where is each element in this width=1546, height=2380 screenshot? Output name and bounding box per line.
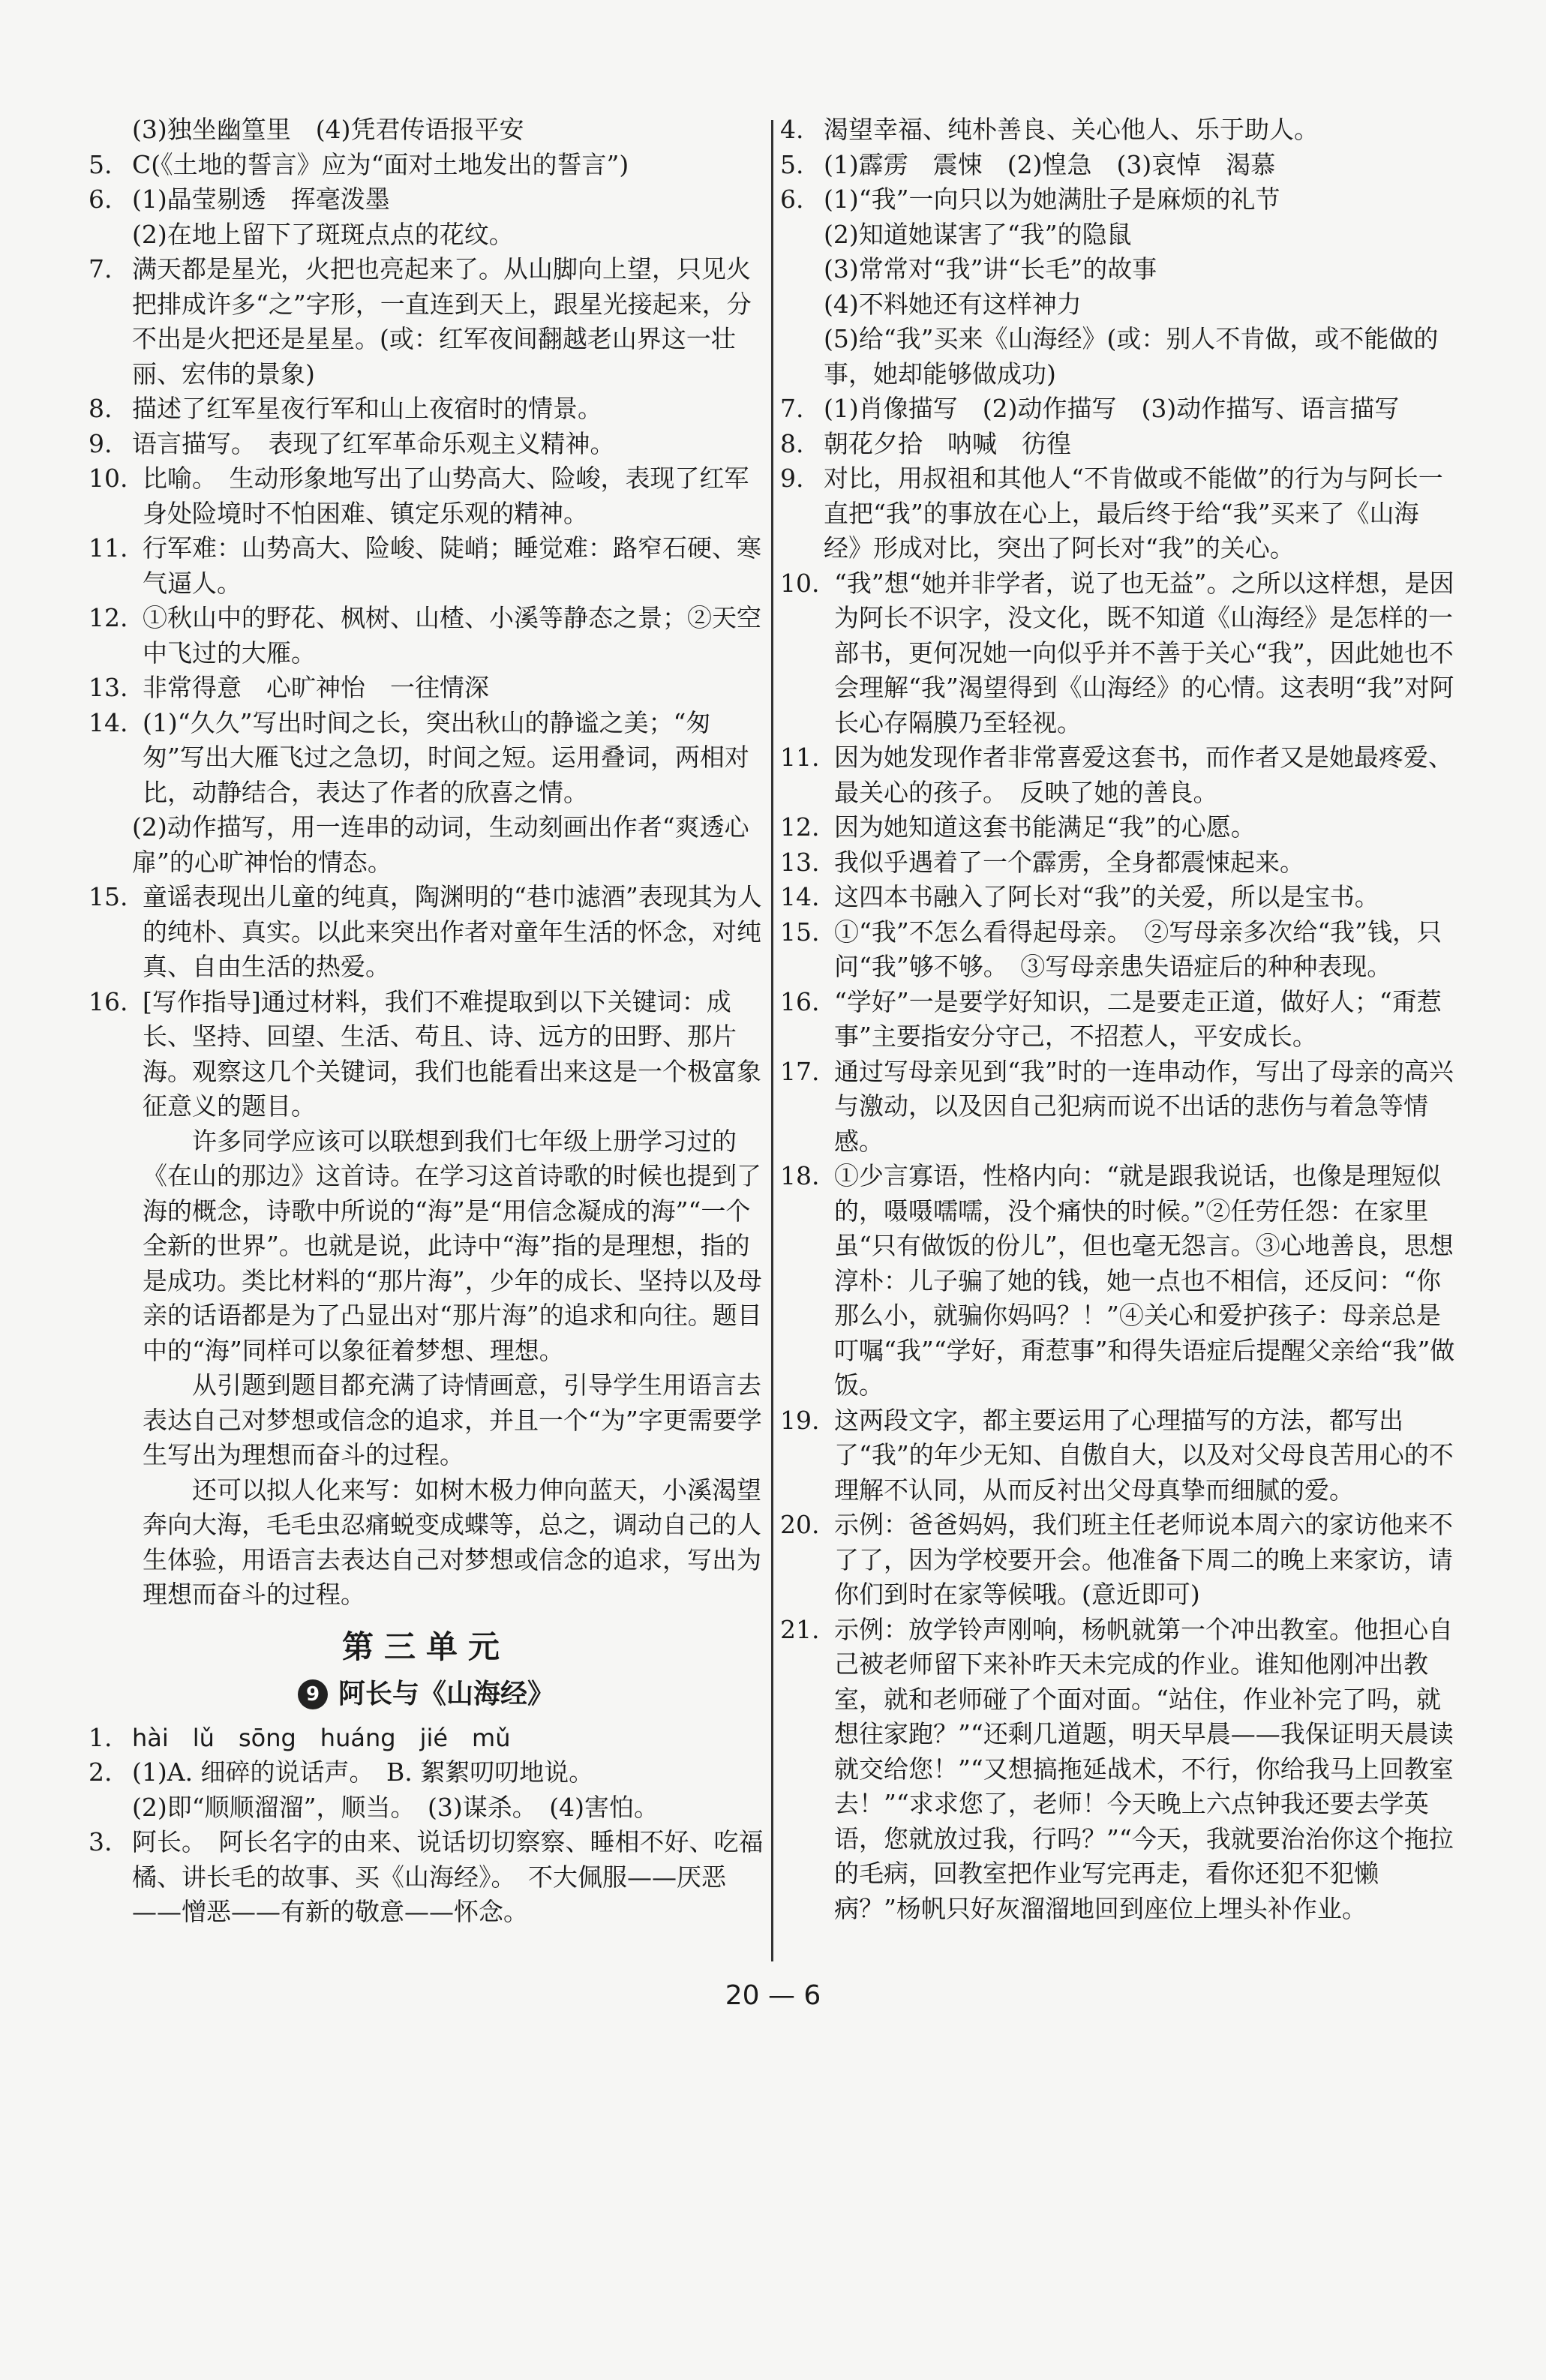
item-text: 语言描写。 表现了红军革命乐观主义精神。 xyxy=(132,428,615,458)
item-text: ①秋山中的野花、枫树、山楂、小溪等静态之景；②天空中飞过的大雁。 xyxy=(143,603,761,668)
item-number: 8. xyxy=(780,428,804,458)
left-column xyxy=(89,113,764,1930)
answer-item xyxy=(89,880,764,985)
item-number: 14. xyxy=(780,882,820,911)
item-text: (2)知道她谋害了“我”的隐鼠 xyxy=(824,219,1132,249)
item-number: 19. xyxy=(780,1405,820,1435)
lesson-heading xyxy=(89,1676,764,1713)
lesson-title: 阿长与《山海经》 xyxy=(338,1678,554,1709)
unit-title: 第三单元 xyxy=(341,1628,510,1665)
item-text: (1)肖像描写 (2)动作描写 (3)动作描写、语言描写 xyxy=(824,394,1400,423)
item-number: 9. xyxy=(89,428,113,458)
answer-subitem xyxy=(89,810,764,880)
right-column xyxy=(780,113,1455,1926)
item-number: 10. xyxy=(89,464,128,493)
item-number: 16. xyxy=(780,986,820,1016)
item-number: 4. xyxy=(780,115,804,144)
essay-guide-paragraph: 许多同学应该可以联想到我们七年级上册学习过的《在山的那边》这首诗。在学习这首诗歌的时候也提到了海的概念，诗歌中所说的“海”是“用信念凝成的海”“一个全新的世界”。也就是说，此诗中“海”指的是理想，指的是成功。类比材料的“那片海”，少年的成长、坚持以及母亲的话语都是为了凸显出对“那片海”的追求和向往。题目中的“海”同样可以象征着梦想、理想。 xyxy=(143,1126,762,1365)
item-number: 16. xyxy=(89,986,128,1016)
item-text: (1)“久久”写出时间之长，突出秋山的静谧之美；“匆匆”写出大雁飞过之急切，时间之短。运用叠词，两相对比，动静结合，表达了作者的欣喜之情。 xyxy=(143,707,749,807)
answer-item xyxy=(780,1403,1455,1508)
answer-item xyxy=(780,148,1455,183)
item-text: (3)独坐幽篁里 (4)凭君传语报平安 xyxy=(132,115,524,144)
answer-item xyxy=(780,1159,1455,1403)
item-text: 朝花夕拾 呐喊 彷徨 xyxy=(824,428,1071,458)
item-text: (1)“我”一向只以为她满肚子是麻烦的礼节 xyxy=(824,185,1280,214)
answer-subitem xyxy=(89,218,764,253)
answer-subitem xyxy=(780,252,1455,287)
item-number: 8. xyxy=(89,394,113,423)
answer-item xyxy=(89,985,764,1124)
lesson-number-badge: 9 xyxy=(298,1679,328,1709)
answer-subitem xyxy=(780,218,1455,253)
item-text: ①少言寡语，性格内向：“就是跟我说话，也像是理短似的，嗫嗫嚅嚅，没个痛快的时候。”②任劳任怨：在家里虽“只有做饭的份儿”，但也毫无怨言。③心地善良，思想淳朴：儿子骗了她的钱，她一点也不相信，还反问：“你那么小，就骗你妈吗？！”④关心和爱护孩子：母亲总是叮嘱“我”“学好，甭惹事”和得失语症后提醒父亲给“我”做饭。 xyxy=(834,1161,1455,1400)
answer-item xyxy=(89,252,764,392)
item-text: 这两段文字，都主要运用了心理描写的方法，都写出了“我”的年少无知、自傲自大，以及对父母良苦用心的不理解不认同，从而反衬出父母真挚而细腻的爱。 xyxy=(834,1405,1454,1505)
item-text: ①“我”不怎么看得起母亲。 ②写母亲多次给“我”钱，只问“我”够不够。 ③写母亲患失语症后的种种表现。 xyxy=(834,917,1442,981)
item-number: 21. xyxy=(780,1614,820,1644)
answer-item xyxy=(89,531,764,601)
answer-item xyxy=(780,880,1455,915)
item-number xyxy=(780,218,824,253)
item-text: 这四本书融入了阿长对“我”的关爱，所以是宝书。 xyxy=(834,882,1379,911)
item-number xyxy=(89,113,132,148)
item-number: 15. xyxy=(780,917,820,947)
item-text: 因为她知道这套书能满足“我”的心愿。 xyxy=(834,812,1256,842)
item-number: 9. xyxy=(780,464,804,493)
item-text: (1)晶莹剔透 挥毫泼墨 xyxy=(132,185,390,214)
item-number xyxy=(89,810,132,880)
answer-item xyxy=(780,915,1455,985)
answer-item xyxy=(89,671,764,706)
item-number xyxy=(89,218,132,253)
item-number: 12. xyxy=(780,812,820,842)
answer-item xyxy=(780,1613,1455,1927)
item-number xyxy=(780,322,824,392)
item-number: 1. xyxy=(89,1722,113,1752)
answer-item xyxy=(89,1755,764,1790)
item-number: 13. xyxy=(89,673,128,702)
answer-item xyxy=(780,182,1455,218)
item-number xyxy=(89,1790,132,1826)
item-number: 20. xyxy=(780,1510,820,1539)
item-text: (2)动作描写，用一连串的动词，生动刻画出作者“爽透心扉”的心旷神怡的情态。 xyxy=(132,812,749,877)
column-divider xyxy=(771,120,773,1961)
answer-item xyxy=(89,706,764,811)
item-number: 6. xyxy=(89,185,113,214)
answer-item xyxy=(89,427,764,462)
item-text: 示例：爸爸妈妈，我们班主任老师说本周六的家访他来不了了，因为学校要开会。他准备下周二的晚上来家访，请你们到时在家等候哦。(意近即可) xyxy=(834,1510,1453,1609)
answer-item xyxy=(780,810,1455,845)
item-number: 17. xyxy=(780,1056,820,1086)
item-number: 14. xyxy=(89,707,128,737)
answer-item xyxy=(780,845,1455,881)
item-text: (1)A. 细碎的说话声。 B. 絮絮叨叨地说。 xyxy=(132,1757,594,1787)
item-text: 行军难：山势高大、险峻、陡峭；睡觉难：路窄石硬、寒气逼人。 xyxy=(143,533,761,598)
item-number: 11. xyxy=(780,743,820,772)
page-number: 20 — 6 xyxy=(725,1980,821,2011)
item-text: 对比，用叔祖和其他人“不肯做或不能做”的行为与阿长一直把“我”的事放在心上，最后终于给“我”买来了《山海经》形成对比，突出了阿长对“我”的关心。 xyxy=(824,464,1443,563)
item-text: (1)霹雳 震悚 (2)惶急 (3)哀悼 渴慕 xyxy=(824,149,1276,179)
item-number: 15. xyxy=(89,882,128,911)
answer-item xyxy=(780,461,1455,566)
item-number xyxy=(780,287,824,323)
item-text: [写作指导]通过材料，我们不难提取到以下关键词：成长、坚持、回望、生活、苟且、诗、远方的田野、那片海。观察这几个关键词，我们也能看出来这是一个极富象征意义的题目。 xyxy=(143,986,761,1121)
item-number: 10. xyxy=(780,568,820,598)
item-number: 7. xyxy=(89,254,113,284)
item-number: 2. xyxy=(89,1757,113,1787)
answer-item xyxy=(780,1508,1455,1613)
item-text: 渴望幸福、纯朴善良、关心他人、乐于助人。 xyxy=(824,115,1319,144)
item-text: hài lǔ sōng huáng jié mǔ xyxy=(132,1723,511,1752)
item-text: 阿长。 阿长名字的由来、说话切切察察、睡相不好、吃福橘、讲长毛的故事、买《山海经》。 不大佩服——厌恶——憎恶——有新的敬意——怀念。 xyxy=(132,1827,764,1926)
item-text: C(《土地的誓言》应为“面对土地发出的誓言”) xyxy=(132,149,629,179)
item-text: 示例：放学铃声刚响，杨帆就第一个冲出教室。他担心自己被老师留下来补昨天未完成的作业。谁知他刚冲出教室，就和老师碰了个面对面。“站住，作业补完了吗，就想往家跑？”“还剩几道题，明天早晨——我保证明天晨读就交给您！”“又想搞拖延战术，不行，你给我马上回教室去！”“求求您了，老师！今天晚上六点钟我还要去学英语，您就放过我，行吗？”“今天，我就要治治你这个拖拉的毛病，回教室把作业写完再走，看你还犯不犯懒病？”杨帆只好灰溜溜地回到座位上埋头补作业。 xyxy=(834,1614,1454,1923)
essay-guide-paragraph: 从引题到题目都充满了诗情画意，引导学生用语言去表达自己对梦想或信念的追求，并且一个“为”字更需要学生写出为理想而奋斗的过程。 xyxy=(143,1370,762,1469)
item-text: 描述了红军星夜行军和山上夜宿时的情景。 xyxy=(132,394,602,423)
answer-item xyxy=(89,1721,764,1756)
item-number xyxy=(780,252,824,287)
item-text: 我似乎遇着了一个霹雳，全身都震悚起来。 xyxy=(834,847,1304,877)
answer-item xyxy=(89,1825,764,1930)
essay-guide-paragraph: 还可以拟人化来写：如树木极力伸向蓝天，小溪渴望奔向大海，毛毛虫忍痛蜕变成蝶等，总之，调动自己的人生体验，用语言去表达自己对梦想或信念的追求，写出为理想而奋斗的过程。 xyxy=(143,1475,761,1609)
answer-subitem xyxy=(780,322,1455,392)
item-number: 18. xyxy=(780,1161,820,1190)
item-text: (3)常常对“我”讲“长毛”的故事 xyxy=(824,254,1157,284)
answer-item xyxy=(89,461,764,531)
item-text: (2)在地上留下了斑斑点点的花纹。 xyxy=(132,219,514,249)
item-number: 7. xyxy=(780,394,804,423)
item-text: (2)即“顺顺溜溜”，顺当。 (3)谋杀。 (4)害怕。 xyxy=(132,1792,659,1822)
answer-item xyxy=(780,113,1455,148)
item-number: 5. xyxy=(780,149,804,179)
answer-subitem xyxy=(780,287,1455,323)
item-text: 比喻。 生动形象地写出了山势高大、险峻，表现了红军身处险境时不怕困难、镇定乐观的精神。 xyxy=(143,464,749,528)
item-text: “学好”一是要学好知识，二是要走正道，做好人；“甭惹事”主要指安分守己，不招惹人，平安成长。 xyxy=(834,986,1442,1051)
answer-item xyxy=(780,740,1455,810)
item-number: 11. xyxy=(89,533,128,563)
item-text: 童谣表现出儿童的纯真，陶渊明的“巷巾滤酒”表现其为人的纯朴、真实。以此来突出作者对童年生活的怀念，对纯真、自由生活的热爱。 xyxy=(143,882,762,981)
item-text: “我”想“她并非学者，说了也无益”。之所以这样想，是因为阿长不识字，没文化，既不知道《山海经》是怎样的一部书，更何况她一向似乎并不善于关心“我”，因此她也不会理解“我”渴望得到《山海经》的心情。这表明“我”对阿长心存隔膜乃至轻视。 xyxy=(834,568,1454,737)
item-text: 非常得意 心旷神怡 一往情深 xyxy=(143,673,489,702)
answer-item xyxy=(89,182,764,218)
answer-item xyxy=(780,392,1455,427)
answer-item xyxy=(89,392,764,427)
item-number: 13. xyxy=(780,847,820,877)
answer-item xyxy=(89,148,764,183)
item-number: 3. xyxy=(89,1827,113,1856)
answer-item xyxy=(780,427,1455,462)
item-number: 6. xyxy=(780,185,804,214)
item-text: (4)不料她还有这样神力 xyxy=(824,289,1082,319)
answer-item xyxy=(780,1055,1455,1160)
answer-item xyxy=(89,601,764,671)
answer-item xyxy=(780,566,1455,741)
item-text: 因为她发现作者非常喜爱这套书，而作者又是她最疼爱、最关心的孩子。 反映了她的善良。 xyxy=(834,743,1453,807)
item-text: (5)给“我”买来《山海经》(或：别人不肯做，或不能做的事，她却能够做成功) xyxy=(824,324,1439,389)
item-text: 通过写母亲见到“我”时的一连串动作，写出了母亲的高兴与激动，以及因自己犯病而说不出话的悲伤与着急等情感。 xyxy=(834,1056,1454,1156)
item-text: 满天都是星光，火把也亮起来了。从山脚向上望，只见火把排成许多“之”字形，一直连到天上，跟星光接起来，分不出是火把还是星星。(或：红军夜间翻越老山界这一壮丽、宏伟的景象) xyxy=(132,254,752,389)
answer-subitem xyxy=(89,113,764,148)
answer-subitem xyxy=(89,1790,764,1826)
item-number: 5. xyxy=(89,149,113,179)
item-number: 12. xyxy=(89,603,128,632)
answer-item xyxy=(780,985,1455,1055)
